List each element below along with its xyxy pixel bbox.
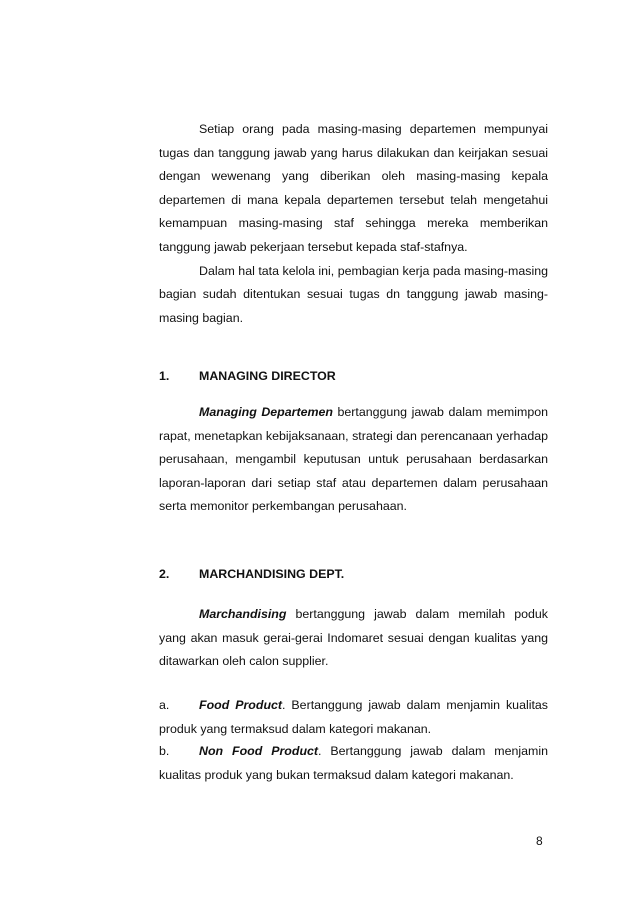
- list-item-a-letter: a.: [159, 698, 170, 712]
- intro-section: [159, 118, 548, 330]
- intro-paragraph-2: Dalam hal tata kelola ini, pembagian kerja pada masing-masing bagian sudah ditentukan sesuai tugas dn tanggung jawab masing-masing bagian.: [159, 263, 548, 325]
- section-2-paragraph: [159, 603, 548, 674]
- list-item-b-text: . Bertanggung jawab dalam menjamin kualitas produk yang bukan termaksud dalam kategori makanan.: [159, 744, 548, 782]
- list-item-b: [159, 740, 548, 787]
- section-1-title: MANAGING DIRECTOR: [199, 369, 336, 383]
- section-1-text: bertanggung jawab dalam memimpon rapat, menetapkan kebijaksanaan, strategi dan perencanaan yerhadap perusahaan, mengambil keputusan untuk perusahaan berdasarkan laporan-laporan dari setiap staf atau departemen dalam perusahaan serta memonitor perkembangan perusahaan.: [159, 405, 548, 514]
- section-1-number: 1.: [159, 369, 170, 383]
- section-1-heading: [159, 366, 548, 386]
- list-item-b-letter: b.: [159, 744, 170, 758]
- page-number: 8: [536, 834, 543, 848]
- section-2-heading: [159, 564, 548, 584]
- section-1-term: Managing Departemen: [199, 405, 333, 419]
- section-2-body: [159, 603, 548, 674]
- section-2-text: bertanggung jawab dalam memilah poduk yang akan masuk gerai-gerai Indomaret sesuai dengan kualitas yang ditawarkan oleh calon supplier.: [159, 607, 548, 669]
- section-2-title: MARCHANDISING DEPT.: [199, 567, 345, 581]
- section-2-term: Marchandising: [199, 607, 287, 621]
- section-2-number: 2.: [159, 567, 170, 581]
- list-item-a: [159, 694, 548, 741]
- section-1-body: [159, 401, 548, 519]
- list-item-a-text: . Bertanggung jawab dalam menjamin kualitas produk yang termaksud dalam kategori makanan.: [159, 698, 548, 736]
- list-item-b-term: Non Food Product: [199, 744, 319, 758]
- section-1-paragraph: [159, 401, 548, 519]
- intro-paragraph-1: Setiap orang pada masing-masing departemen mempunyai tugas dan tanggung jawab yang harus dilakukan dan keirjakan sesuai dengan wewenang yang diberikan oleh masing-masing kepala departemen di mana kepala departemen tersebut telah mengetahui kemampuan masing-masing staf sehingga mereka memberikan tanggung jawab pekerjaan tersebut kepada staf-stafnya.: [159, 122, 548, 254]
- list-item-a-term: Food Product: [199, 698, 283, 712]
